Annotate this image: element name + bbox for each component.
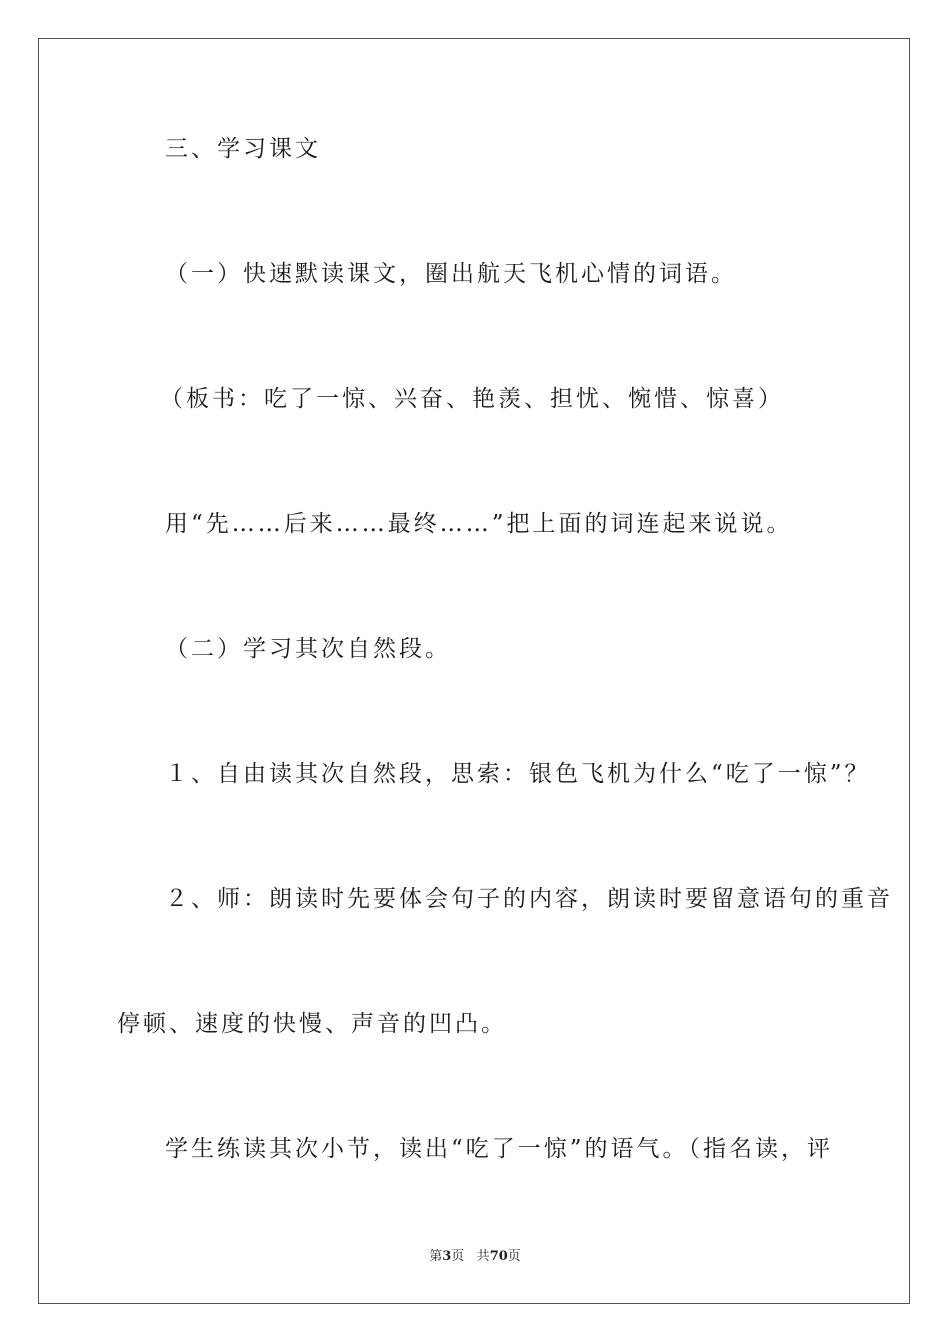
- paragraph-3: 用“先……后来……最终……”把上面的词连起来说说。: [165, 511, 793, 537]
- page-border: [38, 38, 910, 1304]
- paragraph-6: 学生练读其次小节，读出“吃了一惊”的语气。（指名读，评: [165, 1136, 834, 1162]
- section-heading: 三、学习课文: [165, 136, 321, 162]
- footer-page-prefix: 第: [429, 1249, 443, 1264]
- paragraph-5: ２、师：朗读时先要体会句子的内容，朗读时要留意语句的重音: [165, 886, 893, 912]
- footer-page-number: 3: [442, 1249, 452, 1264]
- subsection-heading: （二）学习其次自然段。: [165, 636, 451, 662]
- footer-total-suffix: 页: [507, 1249, 521, 1264]
- footer-total-pages: 70: [489, 1249, 508, 1264]
- paragraph-2: （板书：吃了一惊、兴奋、艳羡、担忧、惋惜、惊喜）: [160, 386, 784, 412]
- paragraph-4: １、自由读其次自然段，思索：银色飞机为什么“吃了一惊”？: [165, 761, 871, 787]
- paragraph-1: （一）快速默读课文，圈出航天飞机心情的词语。: [165, 261, 737, 287]
- footer-page-suffix: 页: [451, 1249, 465, 1264]
- paragraph-5-continued: 停顿、速度的快慢、声音的凹凸。: [117, 1011, 507, 1037]
- page-footer: [0, 1248, 950, 1266]
- footer-total-prefix: 共: [476, 1249, 490, 1264]
